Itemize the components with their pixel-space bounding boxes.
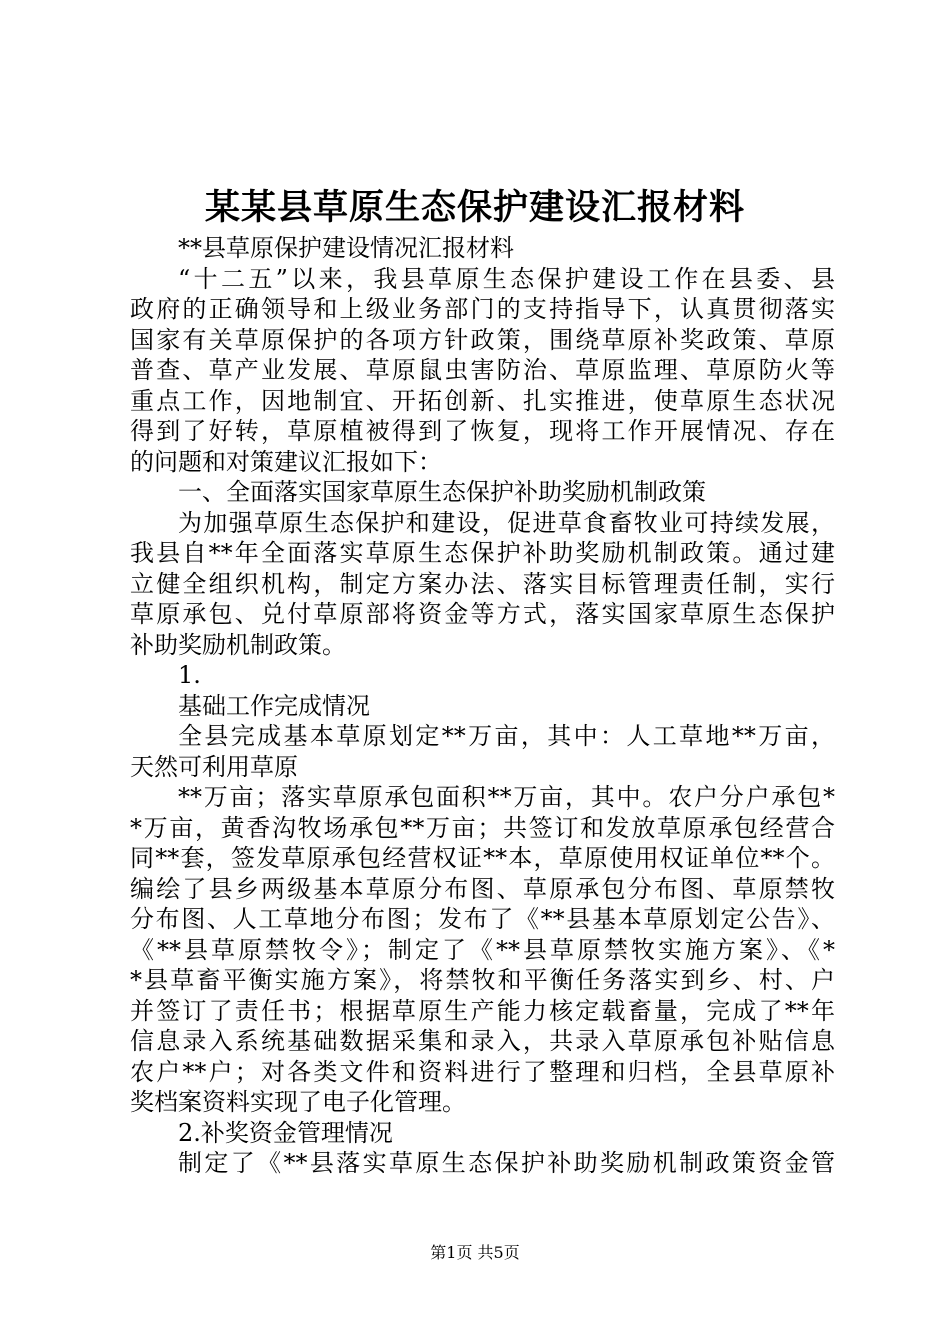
subsection-heading: 基础工作完成情况 — [178, 691, 370, 720]
paragraph-line: 我县自**年全面落实草原生态保护补助奖励机制政策。通过建 — [130, 539, 835, 567]
paragraph-line: 全县完成基本草原划定**万亩，其中：人工草地**万亩， — [178, 722, 835, 750]
paragraph-line: 《**县草原禁牧令》；制定了《**县草原禁牧实施方案》、《* — [130, 935, 835, 964]
list-number: 1. — [178, 661, 201, 689]
paragraph-line: 草原承包、兑付草原部将资金等方式，落实国家草原生态保护 — [130, 600, 835, 628]
paragraph-line: 同**套，签发草原承包经营权证**本，草原使用权证单位**个。 — [130, 844, 835, 872]
paragraph-line: 分布图、人工草地分布图；发布了《**县基本草原划定公告》、 — [130, 905, 835, 933]
paragraph-line: 并签订了责任书；根据草原生产能力核定载畜量，完成了**年 — [130, 996, 835, 1025]
document-title: 某某县草原生态保护建设汇报材料 — [204, 187, 745, 228]
paragraph-line: 补助奖励机制政策。 — [130, 630, 346, 659]
paragraph-line: *县草畜平衡实施方案》，将禁牧和平衡任务落实到乡、村、户 — [130, 966, 835, 994]
paragraph-line: *万亩，黄香沟牧场承包**万亩；共签订和发放草原承包经营合 — [130, 813, 835, 842]
paragraph-line: 信息录入系统基础数据采集和录入，共录入草原承包补贴信息 — [130, 1027, 835, 1055]
paragraph-line: 得到了好转，草原植被得到了恢复，现将工作开展情况、存在 — [130, 417, 835, 445]
paragraph-line: 重点工作，因地制宜、开拓创新、扎实推进，使草原生态状况 — [130, 386, 835, 415]
subtitle-line: **县草原保护建设情况汇报材料 — [178, 234, 514, 262]
paragraph-line: 制定了《**县落实草原生态保护补助奖励机制政策资金管 — [178, 1149, 835, 1177]
section-heading: 一、全面落实国家草原生态保护补助奖励机制政策 — [178, 478, 706, 506]
paragraph-line: **万亩；落实草原承包面积**万亩，其中。农户分户承包* — [178, 783, 835, 811]
paragraph-line: 普查、草产业发展、草原鼠虫害防治、草原监理、草原防火等 — [130, 356, 835, 384]
paragraph-line: 政府的正确领导和上级业务部门的支持指导下，认真贯彻落实 — [130, 295, 835, 323]
paragraph-line: 的问题和对策建议汇报如下： — [130, 447, 442, 476]
paragraph-line: “十二五”以来，我县草原生态保护建设工作在县委、县 — [178, 264, 835, 293]
page-number-footer: 第1页 共5页 — [430, 1243, 520, 1262]
subsection-heading: 2.补奖资金管理情况 — [178, 1118, 393, 1147]
paragraph-line: 天然可利用草原 — [130, 752, 298, 781]
document-body — [130, 233, 835, 1179]
paragraph-line: 农户**户；对各类文件和资料进行了整理和归档，全县草原补 — [130, 1057, 835, 1086]
paragraph-line: 为加强草原生态保护和建设，促进草食畜牧业可持续发展， — [178, 508, 835, 537]
paragraph-line: 编绘了县乡两级基本草原分布图、草原承包分布图、草原禁牧 — [130, 874, 835, 903]
paragraph-line: 立健全组织机构，制定方案办法、落实目标管理责任制，实行 — [130, 569, 835, 598]
paragraph-line: 奖档案资料实现了电子化管理。 — [130, 1088, 466, 1116]
paragraph-line: 国家有关草原保护的各项方针政策，围绕草原补奖政策、草原 — [130, 325, 835, 354]
